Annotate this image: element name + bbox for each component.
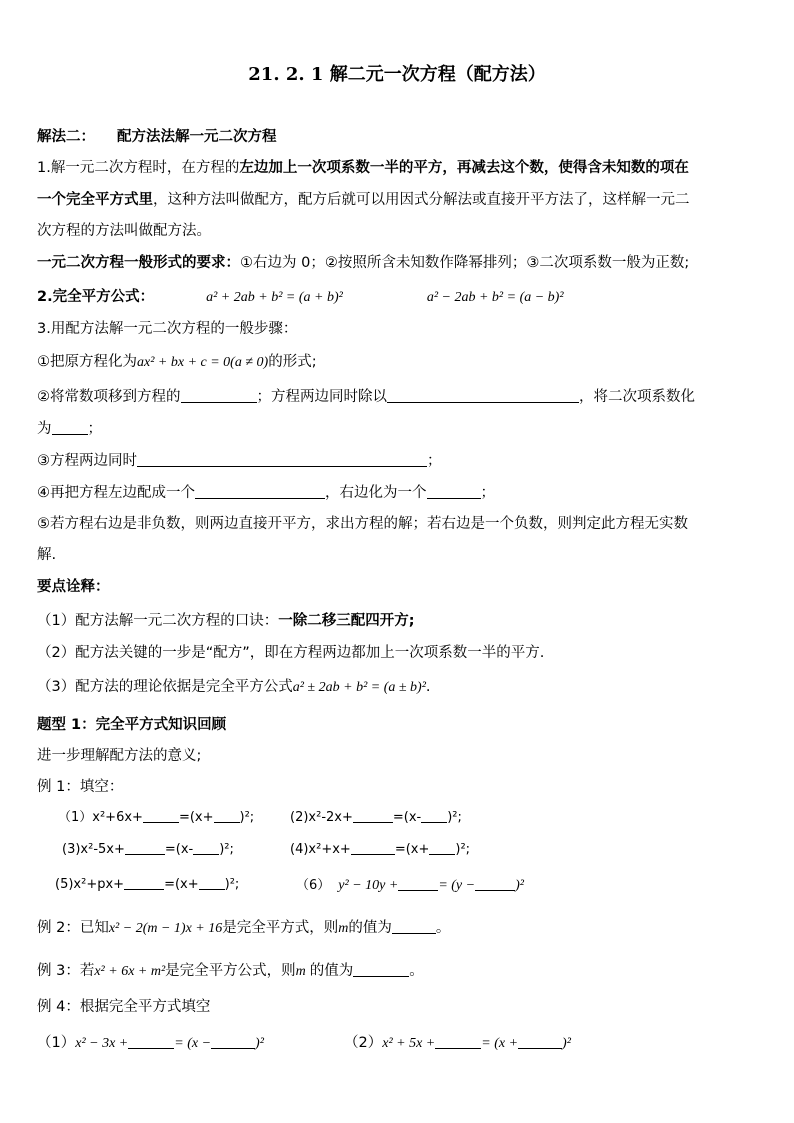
ex2-c: 的值为 xyxy=(348,920,392,936)
key-point-2: （2）配方法关键的一步是“配方”，即在方程两边都加上一次项系数一半的平方. xyxy=(37,645,545,661)
step2-a: ②将常数项移到方程的 xyxy=(37,389,181,405)
method-heading-left: 解法二： xyxy=(37,129,95,145)
type1-intro: 进一步理解配方法的意义; xyxy=(37,748,202,764)
step-2 xyxy=(37,387,761,407)
p1-text: 1.解一元二次方程时，在方程的 xyxy=(37,160,240,176)
blank[interactable] xyxy=(398,876,438,891)
e4-2a: （2） xyxy=(344,1035,383,1051)
method-heading-right: 配方法法解一元二次方程 xyxy=(117,129,277,145)
e4-1c: = (x − xyxy=(174,1036,212,1051)
example1-label: 例 1：填空： xyxy=(37,779,124,795)
blank[interactable] xyxy=(518,1034,562,1049)
blank[interactable] xyxy=(52,420,88,435)
p1-line3: 次方程的方法叫做配方法。 xyxy=(37,223,211,239)
blank[interactable] xyxy=(475,876,515,891)
blank[interactable] xyxy=(128,1034,174,1049)
e1-5c: )²; xyxy=(224,877,240,892)
method-heading xyxy=(37,127,761,147)
step2-b: ；方程两边同时除以 xyxy=(256,389,387,405)
formula-line xyxy=(37,287,761,308)
k1-text: （1）配方法解一元二次方程的口诀： xyxy=(37,613,279,629)
step2-d: 为 xyxy=(37,421,52,437)
step2-e: ； xyxy=(87,421,102,437)
p1-bold: 左边加上一次项系数一半的平方，再减去这个数，使得含未知数的项在 xyxy=(239,160,689,176)
step-2-cont xyxy=(37,419,761,439)
ex2-d: 。 xyxy=(435,920,451,936)
p1-text2: ，这种方法叫做配方，配方后就可以用因式分解法或直接开平方法了，这样解一元二 xyxy=(153,192,690,208)
blank[interactable] xyxy=(353,962,409,977)
formula-plus: a² + 2ab + b² = (a + b)² xyxy=(206,290,343,305)
blank[interactable] xyxy=(214,808,240,823)
blank[interactable] xyxy=(143,808,179,823)
blank[interactable] xyxy=(124,875,164,890)
e1-6c: = (y − xyxy=(438,878,476,893)
general-form-label: 一元二次方程一般形式的要求： xyxy=(37,255,240,271)
ex2-a: 例 2：已知 xyxy=(37,920,109,936)
e4-1a: （1） xyxy=(37,1035,76,1051)
ex3-a: 例 3：若 xyxy=(37,963,95,979)
k3-text: （3）配方法的理论依据是完全平方公式 xyxy=(37,679,293,695)
key-points-heading: 要点诠释： xyxy=(37,579,110,595)
step-5-cont: 解. xyxy=(37,547,57,563)
step-1 xyxy=(37,352,761,373)
blank[interactable] xyxy=(181,388,257,403)
ex1-item2 xyxy=(290,808,794,828)
general-form-text: ①右边为 0；②按照所含未知数作降幂排列；③二次项系数一般为正数; xyxy=(240,255,690,271)
p1-bold2: 一个完全平方式里 xyxy=(37,192,153,208)
blank[interactable] xyxy=(193,840,219,855)
k3-tail: . xyxy=(425,679,431,695)
e1-3a: (3)x²-5x+ xyxy=(62,842,125,857)
e1-1c: )²; xyxy=(239,810,255,825)
blank[interactable] xyxy=(429,840,455,855)
e1-5a: (5)x²+px+ xyxy=(55,877,125,892)
e4-2b: x² + 5x + xyxy=(382,1036,436,1051)
ex1-item4 xyxy=(290,840,794,860)
ex1-item6 xyxy=(296,875,794,896)
step2-c: ，将二次项系数化 xyxy=(579,389,695,405)
blank[interactable] xyxy=(351,840,395,855)
p1-line1 xyxy=(37,158,761,178)
e1-1b: =(x+ xyxy=(178,810,214,825)
e1-2a: (2)x²-2x+ xyxy=(290,810,353,825)
key-point-1 xyxy=(37,611,761,631)
blank[interactable] xyxy=(353,808,393,823)
e1-3b: =(x- xyxy=(164,842,194,857)
e1-4c: )²; xyxy=(455,842,471,857)
key-point-3 xyxy=(37,677,761,698)
k3-formula: a² ± 2ab + b² = (a ± b)² xyxy=(292,680,426,695)
e4-1d: )² xyxy=(255,1036,264,1051)
blank[interactable] xyxy=(125,840,165,855)
e4-2c: = (x + xyxy=(481,1036,519,1051)
e1-3c: )²; xyxy=(219,842,234,857)
e1-6d: )² xyxy=(515,878,524,893)
blank[interactable] xyxy=(195,484,325,499)
blank[interactable] xyxy=(387,388,579,403)
e1-6b: y² − 10y + xyxy=(338,878,399,893)
step-5: ⑤若方程右边是非负数，则两边直接开平方，求出方程的解；若右边是一个负数，则判定此方程无实数 xyxy=(37,516,688,532)
formula-label: 2.完全平方公式： xyxy=(37,289,155,305)
step-4 xyxy=(37,483,761,503)
e1-4a: (4)x²+x+ xyxy=(290,842,351,857)
example4: 例 4：根据完全平方式填空 xyxy=(37,999,211,1015)
blank[interactable] xyxy=(435,1034,481,1049)
ex2-b: 是完全平方式，则 xyxy=(222,920,339,936)
step4-a: ④再把方程左边配成一个 xyxy=(37,485,195,501)
e1-1a: （1）x²+6x+ xyxy=(58,810,143,825)
ex3-c: 的值为 xyxy=(309,963,354,979)
blank[interactable] xyxy=(137,452,427,467)
general-form-line xyxy=(37,253,761,273)
blank[interactable] xyxy=(392,919,436,934)
page-title: 21. 2. 1 解二元一次方程（配方法） xyxy=(248,64,546,85)
step4-c: ； xyxy=(480,485,495,501)
blank[interactable] xyxy=(211,1034,255,1049)
type1-heading: 题型 1：完全平方式知识回顾 xyxy=(37,717,227,733)
ex3-d: 。 xyxy=(409,963,424,979)
step3-a: ③方程两边同时 xyxy=(37,453,137,469)
example2 xyxy=(37,918,761,939)
e1-2b: =(x- xyxy=(392,810,422,825)
blank[interactable] xyxy=(427,484,481,499)
steps-heading: 3.用配方法解一元二次方程的一般步骤： xyxy=(37,321,298,337)
step-3 xyxy=(37,451,761,471)
step3-b: ； xyxy=(427,453,442,469)
ex3-m: m xyxy=(295,964,306,979)
step1-tail: 的形式; xyxy=(268,354,317,370)
step1-text: ①把原方程化为 xyxy=(37,354,137,370)
formula-minus: a² − 2ab + b² = (a − b)² xyxy=(426,290,564,305)
k1-bold: 一除二移三配四开方; xyxy=(278,613,415,629)
e4-2d: )² xyxy=(562,1036,571,1051)
blank[interactable] xyxy=(199,875,225,890)
p1-line2 xyxy=(37,190,761,210)
e4-1b: x² − 3x + xyxy=(75,1036,129,1051)
step1-formula: ax² + bx + c = 0(a ≠ 0) xyxy=(137,355,269,370)
e1-5b: =(x+ xyxy=(164,877,199,892)
blank[interactable] xyxy=(421,808,447,823)
ex3-formula: x² + 6x + m² xyxy=(94,964,166,979)
example3 xyxy=(37,961,761,982)
e1-6a: （6） xyxy=(296,878,331,893)
ex2-formula: x² − 2(m − 1)x + 16 xyxy=(108,921,223,936)
step4-b: ，右边化为一个 xyxy=(325,485,427,501)
ex3-b: 是完全平方公式，则 xyxy=(165,963,296,979)
ex2-m: m xyxy=(338,921,349,936)
e1-2c: )²; xyxy=(447,810,462,825)
ex4-item2 xyxy=(344,1033,794,1054)
e1-4b: =(x+ xyxy=(394,842,430,857)
